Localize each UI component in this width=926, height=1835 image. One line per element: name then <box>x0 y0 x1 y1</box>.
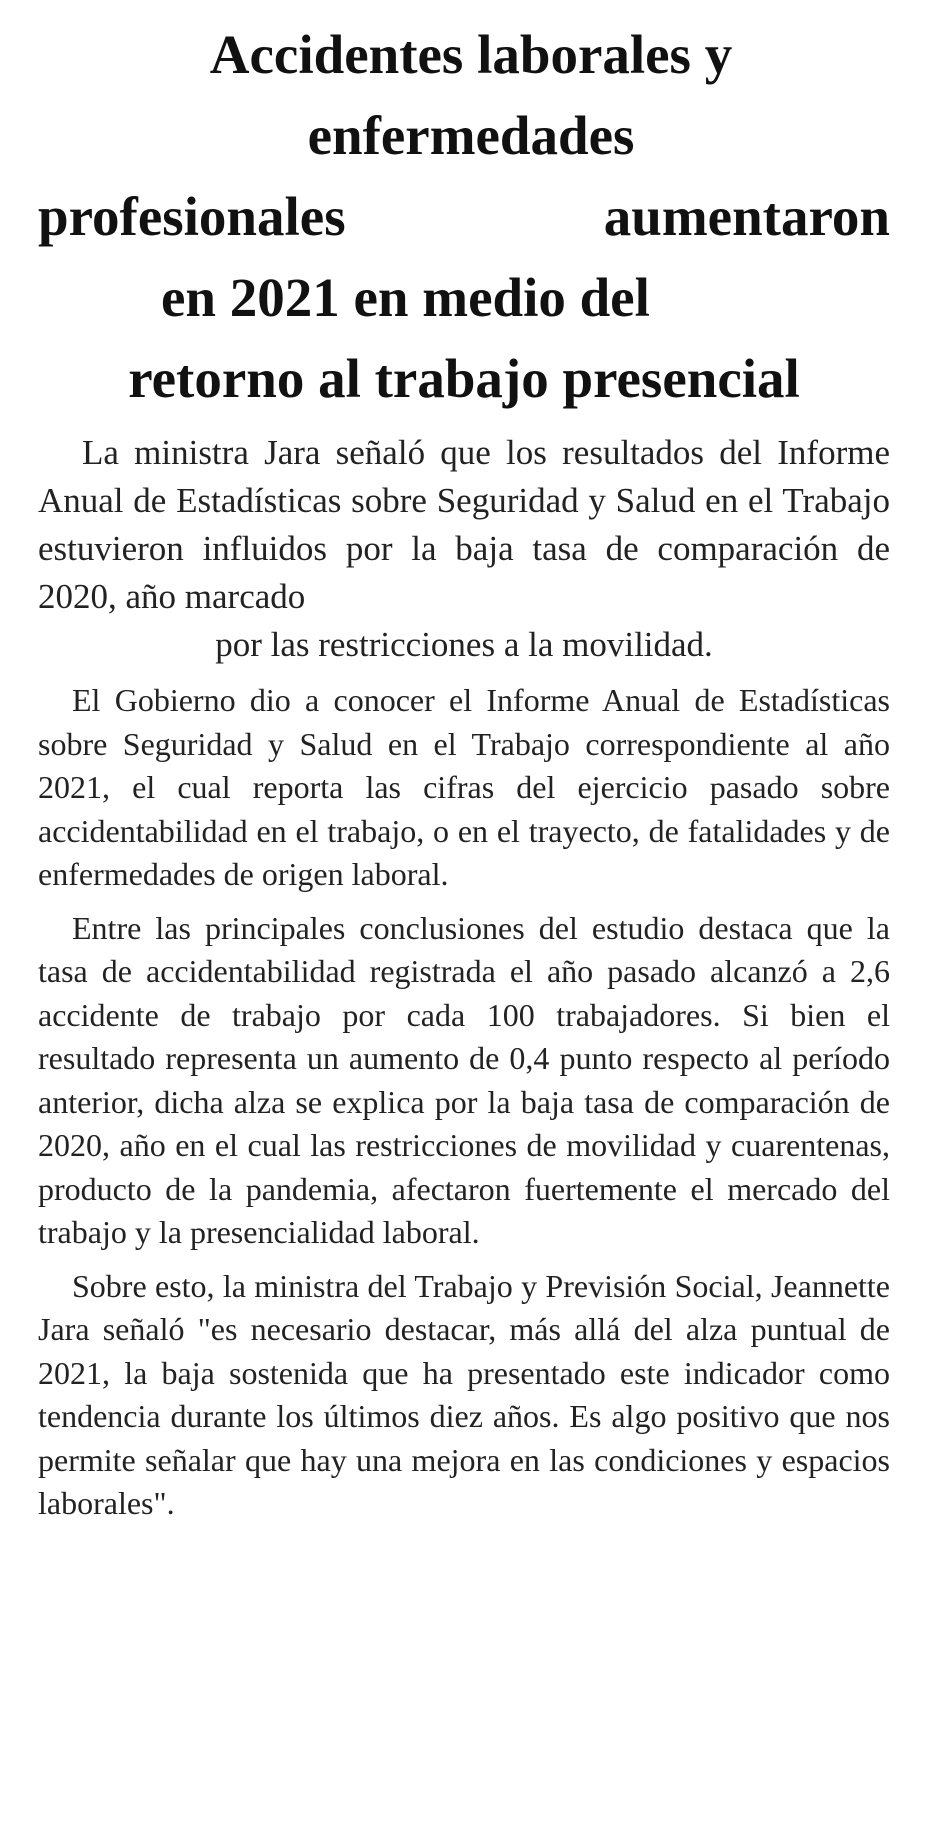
headline-line-2: enfermedades <box>307 105 635 166</box>
body-paragraph-2: Entre las principales conclusiones del estudio destaca que la tasa de accidentabilidad registrada el año pasado alcanzó a 2,6 accidente de trabajo por cada 100 trabajadores. Si bien el resultado representa un aumento de 0,4 punto respecto al período anterior, dicha alza se explica por la baja tasa de comparación de 2020, año en el cual las restricciones de movilidad y cuarentenas, producto de la pandemia, afectaron fuertemente el mercado del trabajo y la presencialidad laboral. <box>38 909 890 1250</box>
body-paragraph-1: El Gobierno dio a conocer el Informe Anual de Estadísticas sobre Seguridad y Salud en el Trabajo correspondiente al año 2021, el cual reporta las cifras del ejercicio pasado sobre accidentabilidad en el trabajo, o en el trayecto, de fatalidades y de enfermedades de origen laboral. <box>38 682 890 892</box>
headline-line-5: retorno al trabajo presencial <box>128 348 800 409</box>
news-article <box>38 14 890 1526</box>
article-headline <box>38 14 890 419</box>
headline-line-3: profesionales aumentaron <box>38 186 890 247</box>
headline-line-4: en 2021 en medio del <box>161 267 650 328</box>
body-paragraph-3: Sobre esto, la ministra del Trabajo y Previsión Social, Jeannette Jara señaló "es necesario destacar, más allá del alza puntual de 2021, la baja sostenida que ha presentado este indicador como tendencia durante los últimos diez años. Es algo positivo que nos permite señalar que hay una mejora en las condiciones y espacios laborales". <box>38 1267 890 1521</box>
headline-line-1: Accidentes laborales y <box>209 24 733 85</box>
lead-body: La ministra Jara señaló que los resultados del Informe Anual de Estadísticas sobre Seguridad y Salud en el Trabajo estuvieron influidos por la baja tasa de comparación de 2020, año marcado <box>38 433 890 616</box>
lead-last-line: por las restricciones a la movilidad. <box>215 625 713 664</box>
article-lead <box>38 429 890 669</box>
